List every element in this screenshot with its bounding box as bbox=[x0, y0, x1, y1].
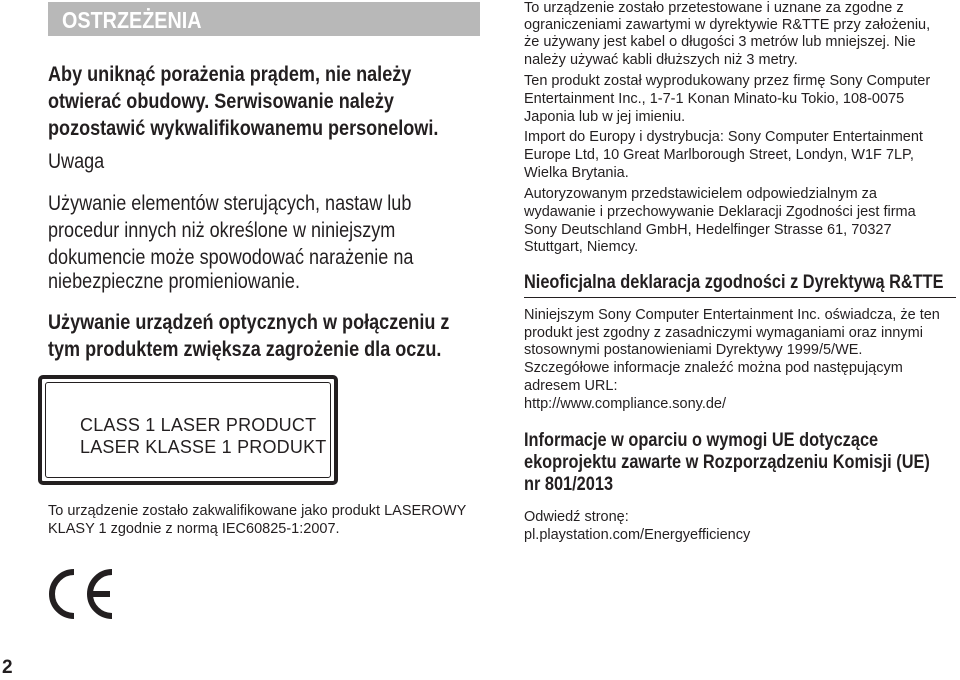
shock-warning-line: pozostawić wykwalifikowanemu personelowi. bbox=[48, 117, 439, 140]
eco-heading-line: Informacje w oparciu o wymogi UE dotyczące bbox=[524, 430, 879, 451]
manufacturer-line: Japonia lub w jej imieniu. bbox=[524, 109, 686, 125]
ce-mark-icon bbox=[48, 568, 128, 620]
section-divider bbox=[524, 297, 956, 298]
importer-line: Europe Ltd, 10 Great Marlborough Street, Londyn, W1F 7LP, bbox=[524, 147, 914, 163]
authorized-representative-line: Sony Deutschland GmbH, Hedelfinger Strasse 61, 70327 bbox=[524, 222, 892, 238]
rtte-test-line: ograniczeniami zawartymi w dyrektywie R&TTE przy założeniu, bbox=[524, 17, 931, 33]
eco-heading-line: nr 801/2013 bbox=[524, 474, 614, 495]
warning-title: OSTRZEŻENIA bbox=[62, 7, 202, 33]
declaration-line: Szczegółowe informacje znaleźć można pod następującym bbox=[524, 360, 903, 376]
controls-warning-line: dokumencie może spowodować narażenie na bbox=[48, 246, 414, 269]
rtte-test-line: że używany jest kabel o długości 3 metrów lub mniejszej. Nie bbox=[524, 34, 916, 50]
shock-warning-line: otwierać obudowy. Serwisowanie należy bbox=[48, 90, 394, 113]
importer-line: Import do Europy i dystrybucja: Sony Computer Entertainment bbox=[524, 129, 923, 145]
manufacturer-line: Entertainment Inc., 1-7-1 Konan Minato-ku Tokio, 108-0075 bbox=[524, 91, 905, 107]
shock-warning-line: Aby uniknąć porażenia prądem, nie należy bbox=[48, 63, 412, 86]
warning-header-bar bbox=[48, 2, 480, 36]
authorized-representative-line: Stuttgart, Niemcy. bbox=[524, 239, 639, 255]
laser-class-label bbox=[38, 375, 338, 485]
authorized-representative-line: wydawanie i przechowywanie Deklaracji Zgodności jest firma bbox=[524, 204, 916, 220]
rtte-test-line: To urządzenie zostało przetestowane i uznane za zgodne z bbox=[524, 0, 904, 16]
energy-efficiency-link[interactable]: pl.playstation.com/Energyefficiency bbox=[524, 527, 751, 543]
manufacturer-line: Ten produkt został wyprodukowany przez firmę Sony Computer bbox=[524, 73, 931, 89]
declaration-line: adresem URL: bbox=[524, 378, 618, 394]
laser-note-line: To urządzenie zostało zakwalifikowane jako produkt LASEROWY bbox=[48, 503, 467, 519]
controls-warning-line: Używanie elementów sterujących, nastaw lub bbox=[48, 192, 412, 215]
compliance-url-link[interactable]: http://www.compliance.sony.de/ bbox=[524, 396, 727, 412]
eco-heading-line: ekoprojektu zawarte w Rozporządzeniu Komisji (UE) bbox=[524, 452, 930, 473]
importer-line: Wielka Brytania. bbox=[524, 165, 629, 181]
laser-note-line: KLASY 1 zgodnie z normą IEC60825-1:2007. bbox=[48, 521, 340, 537]
page-number: 2 bbox=[2, 657, 13, 678]
controls-warning-line: procedur innych niż określone w niniejszym bbox=[48, 219, 396, 242]
optics-warning-line: Używanie urządzeń optycznych w połączeniu z bbox=[48, 311, 450, 334]
declaration-line: stosownymi postanowieniami Dyrektywy 1999/5/WE. bbox=[524, 342, 863, 358]
caution-heading: Uwaga bbox=[48, 150, 105, 173]
rtte-test-line: należy używać kabli dłuższych niż 3 metry. bbox=[524, 52, 798, 68]
declaration-line: produkt jest zgodny z zasadniczymi wymaganiami oraz innymi bbox=[524, 325, 923, 341]
controls-warning-line: niebezpieczne promieniowanie. bbox=[48, 270, 300, 293]
declaration-line: Niniejszym Sony Computer Entertainment Inc. oświadcza, że ten bbox=[524, 307, 940, 323]
authorized-representative-line: Autoryzowanym przedstawicielem odpowiedzialnym za bbox=[524, 186, 877, 202]
visit-label: Odwiedź stronę: bbox=[524, 509, 629, 525]
laser-label-line: LASER KLASSE 1 PRODUKT bbox=[80, 437, 327, 457]
laser-label-line: CLASS 1 LASER PRODUCT bbox=[80, 415, 317, 435]
declaration-heading: Nieoficjalna deklaracja zgodności z Dyrektywą R&TTE bbox=[524, 272, 944, 293]
optics-warning-line: tym produktem zwiększa zagrożenie dla oczu. bbox=[48, 338, 442, 361]
